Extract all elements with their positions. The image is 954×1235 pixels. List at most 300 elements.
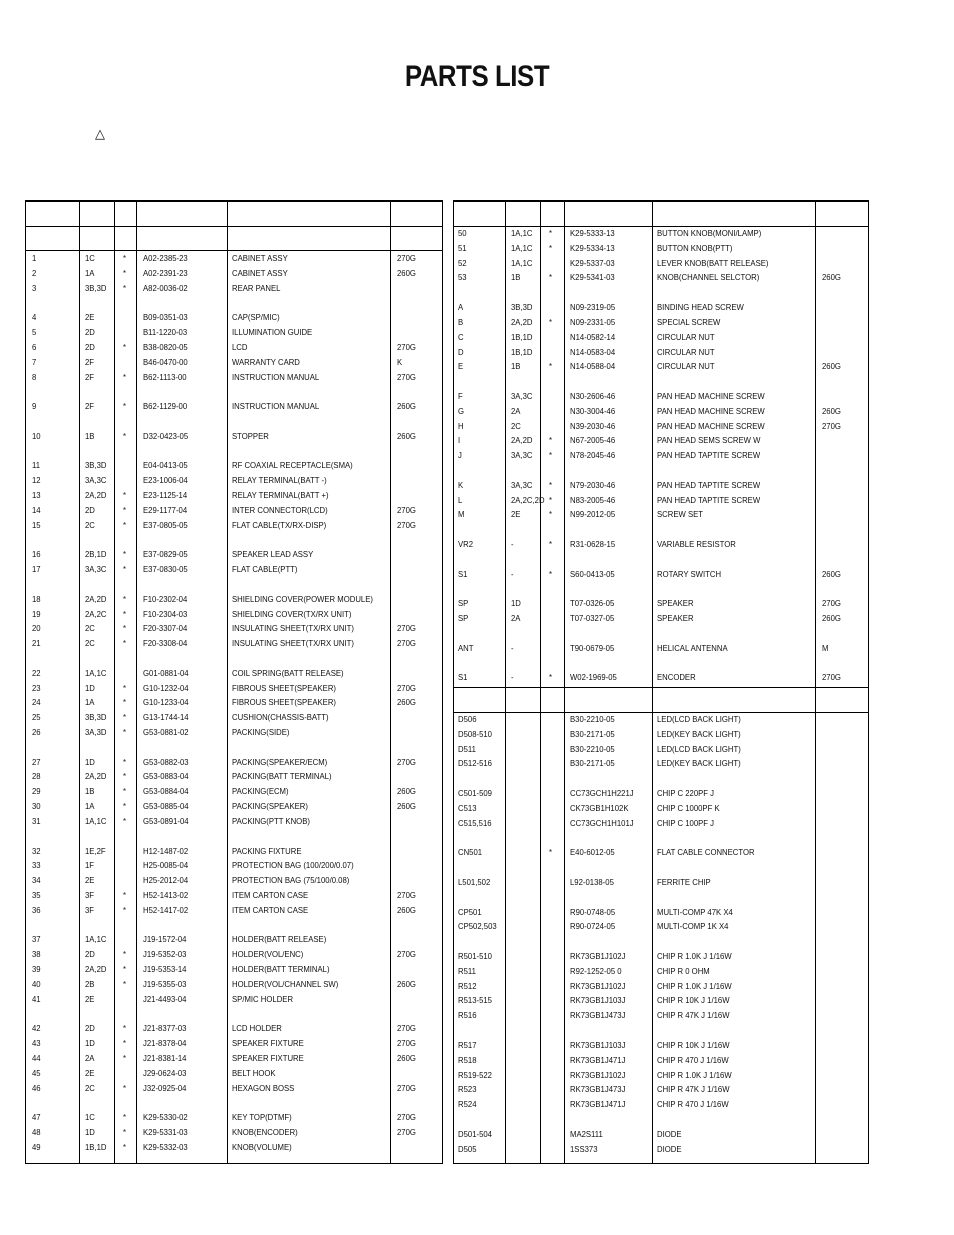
cell-desc: FLAT CABLE(PTT)	[232, 564, 298, 575]
cell-desc: CHIP R 10K J 1/16W	[657, 1039, 730, 1050]
cell-part: B62-1113-00	[143, 371, 187, 382]
cell-addr: 2A	[511, 405, 521, 416]
table-row	[26, 429, 442, 444]
cell-desc: CHIP C 1000PF K	[657, 802, 720, 813]
cell-new: *	[549, 228, 553, 238]
cell-addr: 2B,1D	[85, 549, 107, 560]
cell-part: B11-1220-03	[143, 327, 188, 338]
table-row	[26, 918, 442, 933]
table-row	[26, 458, 442, 473]
table-row	[454, 552, 868, 567]
cell-ref: 8	[32, 371, 37, 382]
cell-part: N83-2005-46	[570, 494, 616, 505]
cell-ref: 38	[32, 949, 41, 960]
cell-new: *	[549, 450, 553, 461]
cell-new: *	[123, 638, 127, 649]
cell-desc: PAN HEAD SEMS SCREW W	[657, 435, 761, 446]
cell-dest: 270G	[397, 756, 416, 767]
table-row	[26, 962, 442, 977]
table-row	[26, 414, 442, 429]
cell-new: *	[123, 608, 127, 619]
table-row	[454, 611, 868, 626]
cell-addr: 2E	[85, 993, 95, 1004]
table-row	[454, 712, 868, 727]
cell-ref: 53	[458, 272, 467, 283]
table-row	[454, 270, 868, 285]
cell-desc: CABINET ASSY	[232, 253, 288, 263]
table-row	[454, 1142, 868, 1157]
table-row	[454, 522, 868, 537]
cell-part: N30-3004-46	[570, 405, 616, 416]
cell-ref: D506	[458, 714, 477, 724]
cell-new: *	[123, 978, 127, 989]
cell-new: *	[123, 401, 127, 412]
cell-desc: FLAT CABLE(TX/RX-DISP)	[232, 519, 327, 530]
cell-new: *	[123, 771, 127, 782]
cell-new: *	[123, 904, 127, 915]
table-row	[454, 404, 868, 419]
cell-desc: CABINET ASSY	[232, 267, 288, 278]
table-row	[26, 488, 442, 503]
cell-new: *	[123, 1052, 127, 1063]
cell-part: K29-5332-03	[143, 1141, 188, 1152]
cell-part: RK73GB1J103J	[570, 995, 626, 1006]
cell-part: RK73GB1J471J	[570, 1054, 626, 1065]
cell-desc: SPEAKER FIXTURE	[232, 1052, 304, 1063]
table-row	[26, 281, 442, 296]
cell-dest: 260G	[397, 978, 416, 989]
cell-addr: 2A,2C	[85, 608, 107, 619]
cell-ref: 4	[32, 312, 37, 323]
cell-addr: 1D	[85, 1038, 95, 1049]
table-row	[26, 888, 442, 903]
cell-desc: SCREW SET	[657, 509, 703, 520]
cell-part: N67-2005-46	[570, 435, 616, 446]
cell-addr: 2F	[85, 371, 95, 382]
table-row	[26, 1021, 442, 1036]
cell-addr: 1B	[85, 786, 95, 797]
cell-ref: R513-515	[458, 995, 492, 1006]
cell-ref: ANT	[458, 642, 474, 653]
cell-desc: SPEAKER	[657, 613, 694, 624]
cell-dest: 260G	[822, 568, 841, 579]
table-row	[26, 1051, 442, 1066]
cell-part: N78-2045-46	[570, 450, 616, 461]
cell-new: *	[123, 282, 127, 293]
table-row	[454, 463, 868, 478]
cell-ref: CN501	[458, 847, 483, 858]
cell-desc: INSTRUCTION MANUAL	[232, 371, 320, 382]
cell-desc: PACKING(BATT TERMINAL)	[232, 771, 332, 782]
cell-desc: DIODE	[657, 1143, 682, 1154]
table-row	[454, 582, 868, 597]
cell-desc: PAN HEAD MACHINE SCREW	[657, 420, 765, 431]
cell-part: J21-4493-04	[143, 993, 187, 1004]
cell-addr: 2C	[85, 519, 95, 530]
cell-desc: CHIP C 220PF J	[657, 788, 715, 799]
table-row	[454, 786, 868, 801]
cell-ref: 24	[32, 697, 41, 708]
cell-part: H52-1417-02	[143, 904, 189, 915]
table-row	[454, 905, 868, 920]
cell-ref: 5	[32, 327, 37, 338]
cell-desc: LED(KEY BACK LIGHT)	[657, 758, 741, 769]
table-row	[454, 875, 868, 890]
table-row	[454, 801, 868, 816]
cell-ref: 14	[32, 504, 41, 515]
cell-ref: C513	[458, 802, 477, 813]
cell-desc: CHIP R 470 J 1/16W	[657, 1099, 729, 1110]
parts-table-right	[453, 200, 869, 1164]
cell-part: E37-0830-05	[143, 564, 188, 575]
table-row	[26, 1036, 442, 1051]
cell-dest: 270G	[397, 1112, 416, 1123]
table-row	[26, 1140, 442, 1155]
table-row	[26, 636, 442, 651]
cell-part: RK73GB1J471J	[570, 1099, 626, 1110]
cell-addr: 2D	[85, 504, 95, 515]
cell-ref: CP501	[458, 906, 482, 917]
table-row	[454, 433, 868, 448]
cell-desc: SHIELDING COVER(TX/RX UNIT)	[232, 608, 352, 619]
cell-desc: INSTRUCTION MANUAL	[232, 401, 320, 412]
table-row	[26, 844, 442, 859]
cell-dest: 270G	[397, 889, 416, 900]
cell-desc: CAP(SP/MIC)	[232, 312, 280, 323]
cell-new: *	[123, 964, 127, 974]
table-row	[454, 949, 868, 964]
table-row	[26, 621, 442, 636]
cell-new: *	[549, 568, 553, 579]
cell-new: *	[549, 435, 553, 446]
cell-desc: CUSHION(CHASSIS-BATT)	[232, 712, 329, 723]
cell-part: G53-0885-04	[143, 801, 189, 812]
cell-part: F20-3307-04	[143, 623, 188, 634]
cell-new: *	[123, 430, 127, 441]
table-row	[454, 1038, 868, 1053]
cell-ref: 40	[32, 978, 41, 989]
cell-ref: C501-509	[458, 788, 492, 799]
cell-desc: PAN HEAD TAPTITE SCREW	[657, 479, 761, 490]
cell-ref: D501-504	[458, 1128, 492, 1139]
cell-ref: J	[458, 450, 462, 461]
cell-desc: HOLDER(BATT TERMINAL)	[232, 964, 330, 974]
table-row	[26, 266, 442, 281]
cell-addr: 2A	[511, 613, 521, 624]
cell-part: F10-2304-03	[143, 608, 188, 619]
cell-ref: R511	[458, 965, 476, 976]
cell-desc: MULTI-COMP 47K X4	[657, 906, 733, 917]
cell-ref: I	[458, 435, 461, 446]
cell-part: A82-0036-02	[143, 282, 188, 293]
cell-new: *	[549, 539, 553, 550]
table-row	[454, 756, 868, 771]
cell-desc: SPECIAL SCREW	[657, 316, 721, 327]
cell-dest: 270G	[397, 949, 416, 960]
cell-dest: 270G	[822, 598, 841, 609]
table-row	[454, 315, 868, 330]
cell-desc: SHIELDING COVER(POWER MODULE)	[232, 593, 373, 604]
cell-new: *	[549, 494, 553, 505]
cell-desc: CIRCULAR NUT	[657, 331, 715, 342]
table-row	[454, 656, 868, 671]
table-row	[26, 992, 442, 1007]
cell-addr: 3B,3D	[511, 302, 533, 313]
cell-addr: 2F	[85, 401, 95, 412]
cell-part: E37-0829-05	[143, 549, 188, 560]
cell-ref: R512	[458, 980, 477, 991]
cell-ref: R523	[458, 1084, 477, 1095]
table-row	[454, 359, 868, 374]
cell-part: R31-0628-15	[570, 539, 616, 550]
cell-part: J19-1572-04	[143, 934, 187, 945]
cell-part: T90-0679-05	[570, 642, 615, 653]
cell-desc: CHIP R 1.0K J 1/16W	[657, 980, 732, 991]
cell-part: A02-2391-23	[143, 267, 188, 278]
cell-desc: BINDING HEAD SCREW	[657, 302, 744, 313]
cell-dest: 260G	[397, 904, 416, 915]
cell-part: B30-2171-05	[570, 728, 615, 739]
cell-desc: PACKING FIXTURE	[232, 845, 302, 856]
cell-dest: 270G	[397, 1126, 416, 1137]
cell-desc: ITEM CARTON CASE	[232, 904, 309, 915]
cell-desc: HELICAL ANTENNA	[657, 642, 728, 653]
table-row	[454, 330, 868, 345]
cell-addr: 1A	[85, 267, 95, 278]
cell-ref: 39	[32, 964, 41, 974]
cell-part: J32-0925-04	[143, 1082, 187, 1093]
table-row	[454, 742, 868, 757]
cell-ref: D	[458, 346, 464, 357]
cell-addr: 3F	[85, 889, 95, 900]
cell-addr: -	[511, 568, 514, 579]
table-row	[26, 1110, 442, 1125]
cell-part: RK73GB1J102J	[570, 951, 626, 961]
table-row	[454, 1023, 868, 1038]
cell-addr: 2E	[511, 509, 521, 520]
cell-dest: 270G	[397, 1038, 416, 1049]
cell-addr: 2C	[511, 420, 521, 431]
table-row	[26, 1125, 442, 1140]
cell-new: *	[549, 672, 553, 683]
cell-new: *	[123, 1023, 127, 1034]
cell-addr: 1B	[511, 361, 521, 372]
cell-ref: 13	[32, 490, 41, 500]
cell-ref: 23	[32, 682, 41, 693]
table-row	[454, 1053, 868, 1068]
table-row	[26, 666, 442, 681]
cell-addr: 1D	[511, 598, 521, 609]
cell-ref: S1	[458, 672, 468, 683]
cell-ref: CP502,503	[458, 921, 497, 932]
cell-part: E37-0805-05	[143, 519, 188, 530]
cell-part: H25-2012-04	[143, 875, 189, 886]
cell-desc: HOLDER(VOL/CHANNEL SW)	[232, 978, 339, 989]
cell-desc: FIBROUS SHEET(SPEAKER)	[232, 697, 337, 708]
cell-dest: 270G	[397, 519, 416, 530]
cell-ref: 28	[32, 771, 41, 782]
cell-part: J19-5352-03	[143, 949, 187, 960]
cell-part: R90-0748-05	[570, 906, 616, 917]
cell-part: J29-0624-03	[143, 1067, 187, 1078]
cell-desc: CIRCULAR NUT	[657, 361, 715, 372]
table-row	[26, 295, 442, 310]
cell-addr: 1D	[85, 756, 95, 767]
cell-part: CC73GCH1H101J	[570, 817, 634, 828]
cell-ref: 41	[32, 993, 41, 1004]
table-row	[26, 799, 442, 814]
cell-part: B09-0351-03	[143, 312, 188, 323]
cell-addr: 2A,2D	[85, 593, 107, 604]
cell-ref: 25	[32, 712, 41, 723]
cell-part: B30-2171-05	[570, 758, 615, 769]
cell-addr: 1B,1D	[85, 1141, 107, 1152]
cell-part: K29-5331-03	[143, 1126, 188, 1137]
cell-new: *	[123, 697, 127, 708]
table-row	[454, 934, 868, 949]
cell-addr: 1A,1C	[511, 242, 533, 253]
cell-dest: 270G	[397, 1082, 416, 1093]
table-row	[26, 310, 442, 325]
cell-new: *	[549, 509, 553, 520]
table-row	[454, 771, 868, 786]
cell-desc: MULTI-COMP 1K X4	[657, 921, 729, 932]
cell-ref: F	[458, 390, 463, 401]
cell-part: R90-0724-05	[570, 921, 616, 932]
cell-new: *	[123, 756, 127, 767]
cell-ref: R524	[458, 1099, 477, 1110]
cell-addr: 2A,2D	[85, 771, 107, 782]
table-row	[454, 626, 868, 641]
table-row	[26, 740, 442, 755]
cell-desc: RELAY TERMINAL(BATT -)	[232, 475, 327, 486]
table-row	[26, 858, 442, 873]
cell-ref: R501-510	[458, 951, 492, 961]
cell-new: *	[549, 479, 553, 490]
cell-ref: 16	[32, 549, 41, 560]
cell-addr: 1C	[85, 1112, 95, 1123]
cell-addr: 1A,1C	[85, 667, 107, 678]
cell-new: *	[123, 801, 127, 812]
cell-addr: 3A,3D	[85, 727, 107, 737]
cell-ref: 11	[32, 460, 41, 471]
cell-new: *	[123, 1038, 127, 1049]
cell-ref: S1	[458, 568, 468, 579]
cell-part: G10-1233-04	[143, 697, 189, 708]
table-row	[454, 256, 868, 271]
cell-addr: 1A,1C	[511, 228, 533, 238]
table-row	[26, 532, 442, 547]
cell-new: *	[123, 889, 127, 900]
cell-ref: 43	[32, 1038, 41, 1049]
table-row	[26, 562, 442, 577]
table-row	[26, 695, 442, 710]
cell-ref: 34	[32, 875, 41, 886]
table-row	[26, 903, 442, 918]
cell-new: *	[123, 253, 127, 263]
cell-part: F10-2302-04	[143, 593, 188, 604]
cell-part: T07-0327-05	[570, 613, 615, 624]
cell-desc: LED(LCD BACK LIGHT)	[657, 743, 741, 754]
cell-desc: CHIP R 1.0K J 1/16W	[657, 1069, 732, 1080]
cell-addr: 3A,3C	[511, 450, 533, 461]
cell-part: N14-0583-04	[570, 346, 616, 357]
cell-part: MA2S111	[570, 1128, 603, 1139]
table-row	[454, 1097, 868, 1112]
cell-desc: PAN HEAD MACHINE SCREW	[657, 405, 765, 416]
cell-ref: 42	[32, 1023, 41, 1034]
cell-desc: LCD HOLDER	[232, 1023, 282, 1034]
cell-desc: SP/MIC HOLDER	[232, 993, 294, 1004]
cell-part: K29-5334-13	[570, 242, 615, 253]
table-row	[26, 710, 442, 725]
cell-ref: SP	[458, 613, 469, 624]
cell-desc: PROTECTION BAG (100/200/0.07)	[232, 860, 354, 871]
cell-addr: 1C	[85, 253, 95, 263]
table-row	[26, 370, 442, 385]
cell-addr: 1B	[85, 430, 95, 441]
table-row	[454, 1008, 868, 1023]
cell-dest: 260G	[397, 401, 416, 412]
cell-desc: FERRITE CHIP	[657, 876, 711, 887]
cell-ref: G	[458, 405, 465, 416]
cell-dest: 260G	[397, 430, 416, 441]
table-row	[454, 537, 868, 552]
cell-addr: -	[511, 642, 514, 653]
cell-part: G13-1744-14	[143, 712, 189, 723]
table-row	[454, 493, 868, 508]
cell-ref: VR2	[458, 539, 474, 550]
cell-new: *	[123, 815, 127, 826]
cell-desc: PACKING(SIDE)	[232, 727, 290, 737]
table-row	[26, 681, 442, 696]
table-row	[26, 384, 442, 399]
cell-part: N14-0588-04	[570, 361, 616, 372]
cell-ref: 50	[458, 228, 467, 238]
cell-part: K29-5341-03	[570, 272, 615, 283]
table-row	[26, 444, 442, 459]
cell-addr: 1B,1D	[511, 331, 533, 342]
cell-part: RK73GB1J102J	[570, 980, 626, 991]
cell-desc: PAN HEAD TAPTITE SCREW	[657, 494, 761, 505]
cell-addr: 1F	[85, 860, 95, 871]
cell-new: *	[123, 267, 127, 278]
caution-triangle-icon: △	[95, 126, 105, 141]
cell-desc: RF COAXIAL RECEPTACLE(SMA)	[232, 460, 353, 471]
cell-dest: K	[397, 356, 403, 367]
cell-ref: 1	[32, 253, 37, 263]
parts-table-left	[25, 200, 443, 1164]
cell-addr: 2B	[85, 978, 95, 989]
cell-dest: 260G	[397, 786, 416, 797]
table-row	[454, 285, 868, 300]
cell-desc: PACKING(SPEAKER/ECM)	[232, 756, 328, 767]
cell-dest: 260G	[822, 272, 841, 283]
cell-desc: ITEM CARTON CASE	[232, 889, 309, 900]
cell-new: *	[123, 949, 127, 960]
cell-new: *	[123, 549, 127, 560]
cell-part: K29-5337-03	[570, 257, 615, 268]
cell-addr: 1D	[85, 1126, 95, 1137]
cell-desc: PACKING(PTT KNOB)	[232, 815, 310, 826]
cell-part: CK73GB1H102K	[570, 802, 629, 813]
table-row	[454, 596, 868, 611]
cell-desc: CHIP C 100PF J	[657, 817, 715, 828]
cell-desc: BUTTON KNOB(MONI/LAMP)	[657, 228, 762, 238]
table-row	[26, 651, 442, 666]
cell-addr: 2A,2D	[511, 435, 533, 446]
table-row	[26, 1095, 442, 1110]
